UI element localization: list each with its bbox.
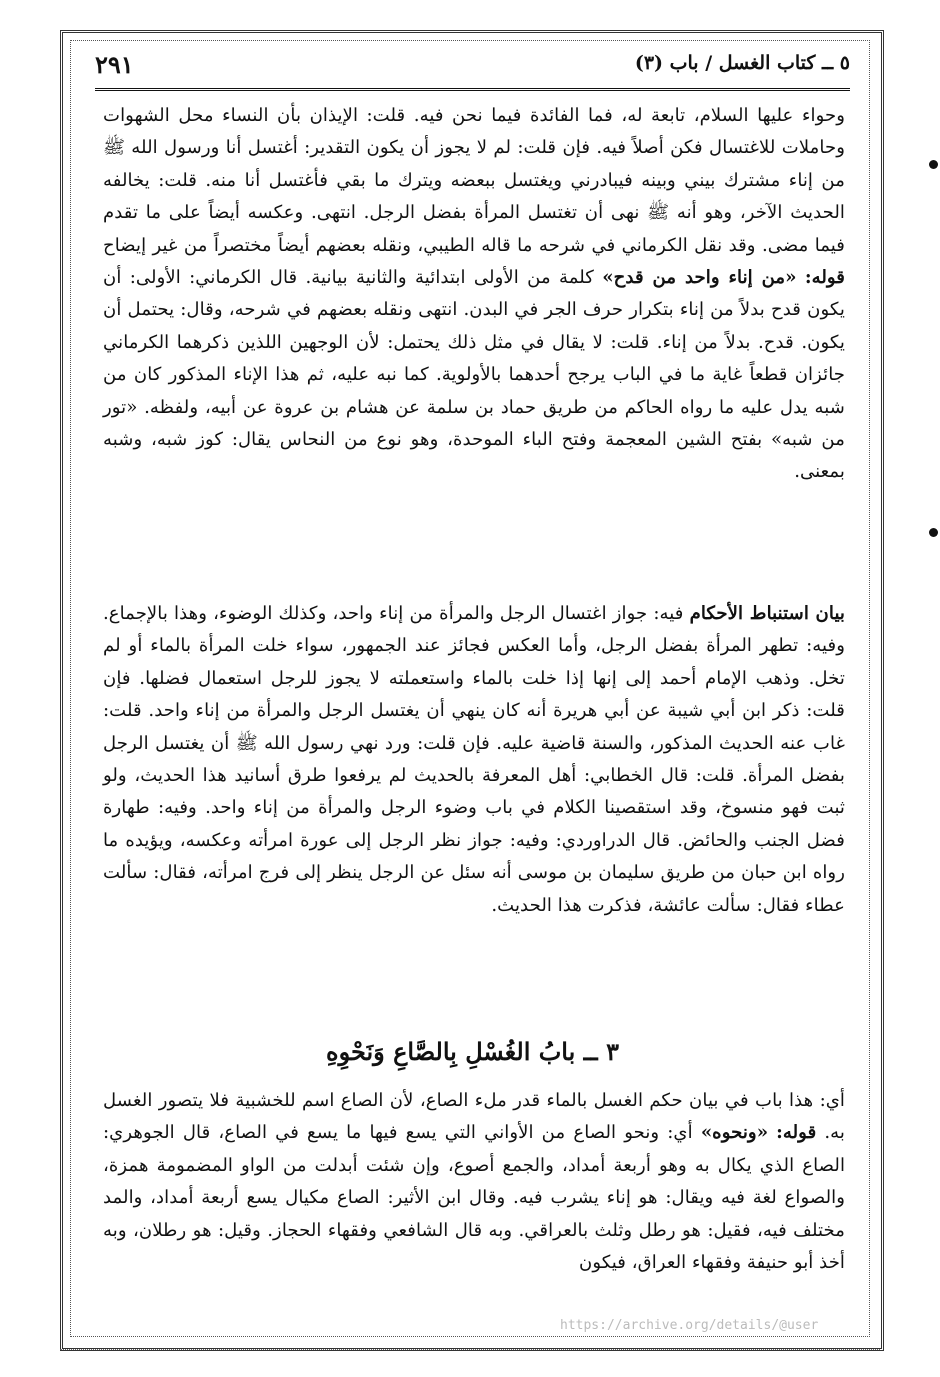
chapter-heading: ٣ ــ بابُ الغُسْلِ بِالصَّاعِ وَنَحْوِهِ: [326, 1037, 619, 1066]
footer-ornament: [60, 1349, 880, 1356]
paragraph-text: وحواء عليها السلام، تابعة له، فما الفائدة فيما نحن فيه. قلت: الإيذان بأن النساء محل الشهوات وحاملات للاغتسال فكن أصلاً فيه. فإن قلت: لم لا يجوز أن يكون التقدير: أغتسل أنا ورسول الله ﷺ من إناء مشترك بيني وبينه فيبادرني ويغتسل ببعضه ويترك ما بقي فأغتسل أنا منه. قلت: يخالفه الحديث الآخر، وهو أنه ﷺ نهى أن تغتسل المرأة بفضل الرجل. انتهى. وعكسه أيضاً على ما تقدم فيما مضى. وقد نقل الكرماني في شرحه ما قاله الطيبي، ونقله بعضهم أيضاً مختصراً من غير إيضاح: [103, 105, 845, 256]
paragraph: [103, 100, 845, 489]
paragraph: [103, 1085, 845, 1279]
paragraph: [103, 598, 845, 922]
rulings-block: [103, 598, 845, 922]
paragraph-text-cont: أي: ونحو الصاع من الأواني التي يسع فيها ما يسع في الصاع، قال الجوهري: الصاع الذي يكال به وهو أربعة أمداد، والجمع أصوع، وإن شئت أبدلت من الواو المضمومة همزة، والصواع لغة فيه ويقال: هو إناء يشرب فيه. وقال ابن الأثير: الصاع مكيال يسع أربعة أمداد، والمد مختلف فيه، فقيل: هو رطل وثلث بالعراقي. وبه قال الشافعي وفقهاء الحجاز. وقيل: هو رطلان، وبه أخذ أبو حنيفة وفقهاء العراق، فيكون: [103, 1122, 845, 1274]
qawluh-label: قوله:: [776, 1122, 817, 1144]
commentary-block-c: [103, 1085, 845, 1279]
watermark: https://archive.org/details/@user: [560, 1318, 819, 1333]
section-label: بيان استنباط الأحكام: [689, 603, 845, 624]
hadith-quote: «من إناء واحد من قدح»: [602, 267, 797, 289]
page-header: [95, 48, 850, 88]
binding-hole-mark: [929, 160, 938, 169]
commentary-block-a: [103, 100, 845, 489]
running-title: ٥ ــ كتاب الغسل / باب (٣): [634, 52, 850, 74]
paragraph-text: أي: هذا باب في بيان حكم الغسل بالماء قدر ملء الصاع، لأن الصاع اسم للخشبية فلا يتصور الغسل به.: [103, 1090, 845, 1144]
hadith-quote: «ونحوه»: [700, 1122, 769, 1144]
page-number: ٢٩١: [95, 50, 134, 79]
binding-hole-mark: [929, 528, 938, 537]
paragraph-text-cont: كلمة من الأولى ابتدائية والثانية بيانية. قال الكرماني: الأولى: أن يكون قدح بدلاً من إناء بتكرار حرف الجر في البدن. انتهى ونقله بعضهم في شرحه، وقال: يحتمل أن يكون. قدح. بدلاً من إناء. قلت: لا يقال في مثل ذلك يحتمل: لأن الوجهين اللذين ذكرهما الكرماني جائزان قطعاً غاية ما في الباب يرجح أحدهما بالأولوية. كما نبه عليه، ثم هذا الإناء المذكور كان من شبه يدل عليه ما رواه الحاكم من طريق حماد بن سلمة عن هشام بن عروة عن أبيه، ولفظه. «تور من شبه» بفتح الشين المعجمة وفتح الباء الموحدة، وهو نوع من النحاس يقال: كوز شبه، وشبه بمعنى.: [103, 267, 845, 483]
paragraph-text: فيه: جواز اغتسال الرجل والمرأة من إناء واحد، وكذلك الوضوء، وهذا بالإجماع. وفيه: تطهر المرأة بفضل الرجل، وأما العكس فجائز عند الجمهور، سواء خلت المرأة بالماء أو لم تخل. وذهب الإمام أحمد إلى إنها إذا خلت بالماء واستعملته لا يجوز للرجل استعمال فضلها. فإن قلت: ذكر ابن أبي شيبة عن أبي هريرة أنه كان ينهي أن يغتسل الرجل والمرأة من إناء واحد. قلت: غاب عنه الحديث المذكور، والسنة قاضية عليه. فإن قلت: ورد نهي رسول الله ﷺ أن يغتسل الرجل بفضل المرأة. قلت: قال الخطابي: أهل المعرفة بالحديث لم يرفعوا طرق أسانيد هذا الحديث، ولو ثبت فهو منسوخ، وقد استقصينا الكلام في باب وضوء الرجل والمرأة من إناء واحد. وفيه: طهارة فضل الجنب والحائض. قال الدراوردي: وفيه: جواز نظر الرجل إلى عورة امرأته وعكسه، ويؤيده ما رواه ابن حبان من طريق سليمان بن موسى أنه سئل عن الرجل ينظر إلى فرج امرأته، فقال: سألت عطاء فقال: سألت عائشة، فذكرت هذا الحديث.: [103, 603, 845, 916]
qawluh-label: قوله:: [804, 267, 845, 289]
header-rule: [95, 88, 850, 91]
